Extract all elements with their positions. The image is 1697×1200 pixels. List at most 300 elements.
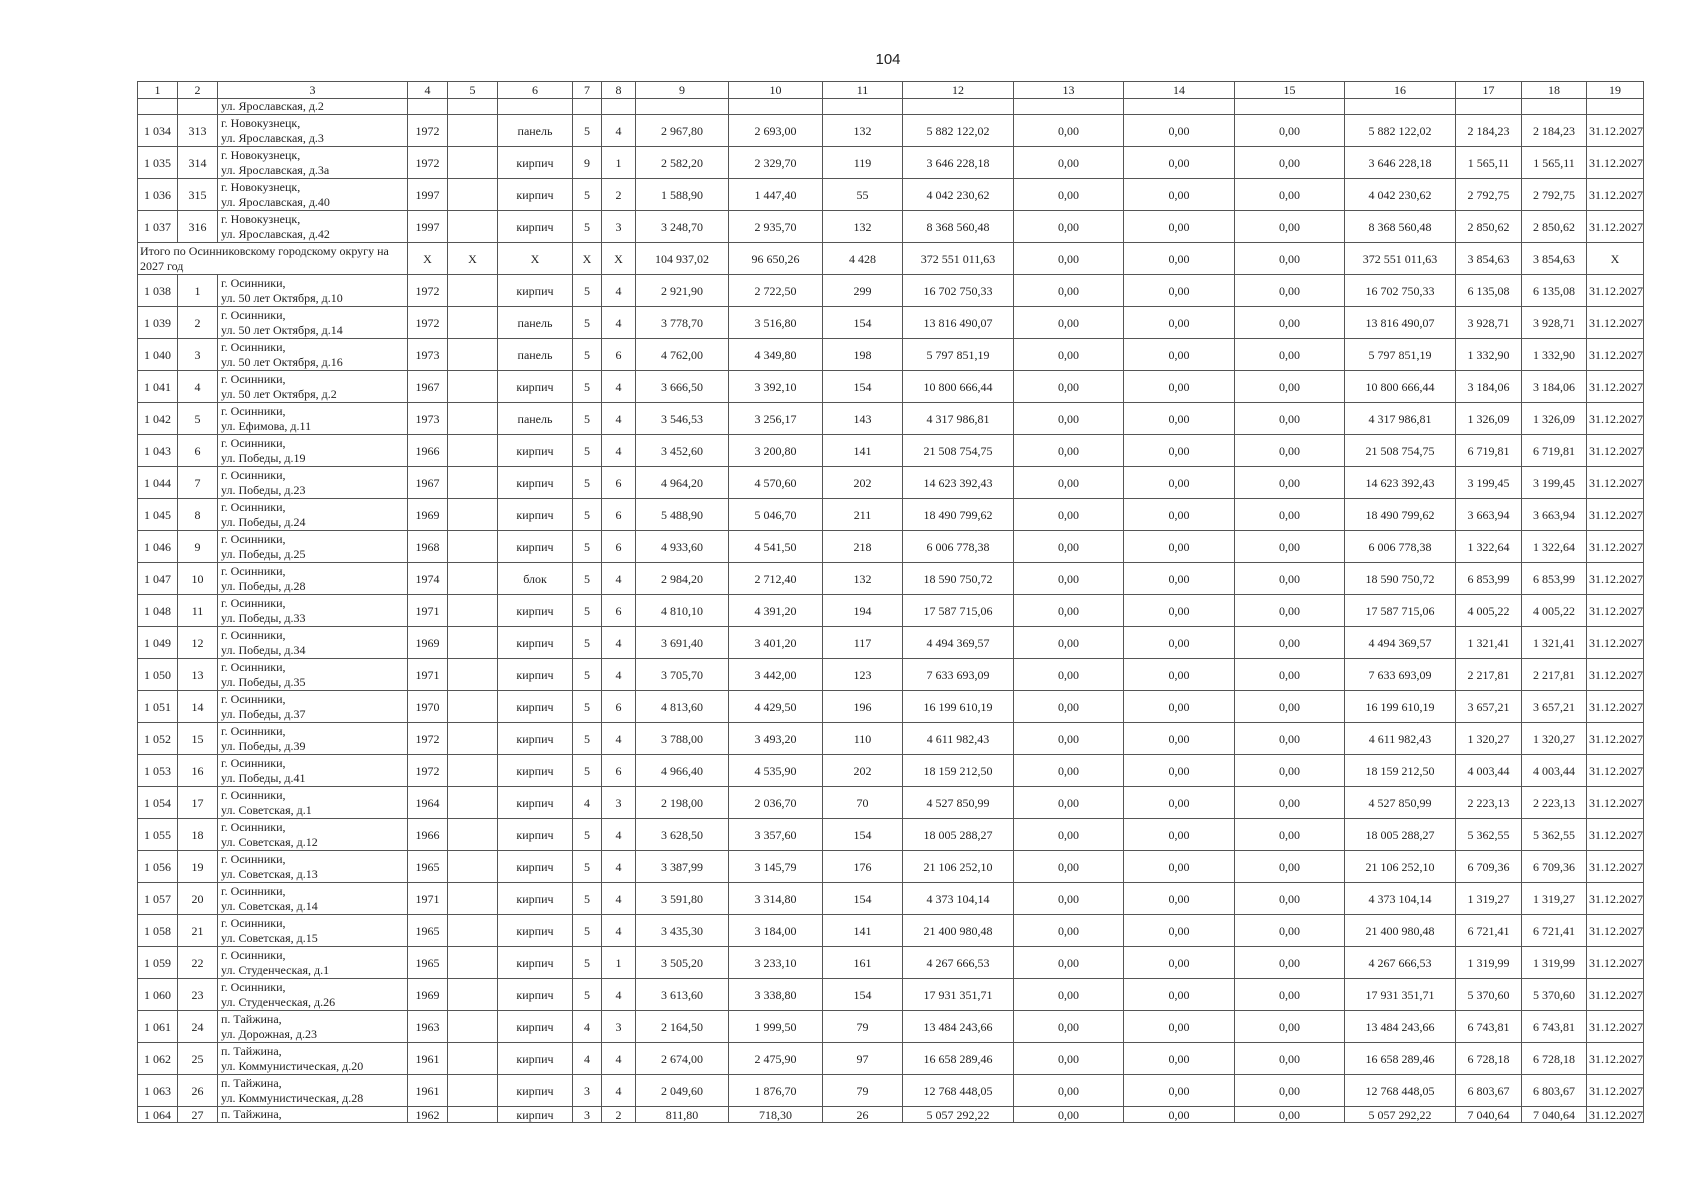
cell-col-9: 3 591,80	[636, 883, 729, 915]
cell-col-19: 31.12.2027	[1587, 339, 1644, 371]
cell-col-16: 14 623 392,43	[1345, 467, 1456, 499]
cell-col-11: 154	[823, 307, 903, 339]
cell-col-14: 0,00	[1124, 723, 1235, 755]
column-number: 4	[408, 82, 448, 99]
cell-col-10: 3 357,60	[729, 819, 823, 851]
address-street: ул. Победы, д.37	[221, 706, 306, 721]
cell-col-13: 0,00	[1014, 787, 1124, 819]
cell-col-1: 1 035	[138, 147, 178, 179]
cell-col-10: 3 314,80	[729, 883, 823, 915]
cell-col-14: 0,00	[1124, 467, 1235, 499]
table-row	[138, 851, 1644, 883]
cell-col-16: 10 800 666,44	[1345, 371, 1456, 403]
address-street: ул. Победы, д.34	[221, 642, 306, 657]
cell-col-15: 0,00	[1235, 787, 1345, 819]
cell-col-2: 7	[178, 467, 218, 499]
total-cell-col-15: 0,00	[1235, 243, 1345, 275]
cell-col-10: 4 391,20	[729, 595, 823, 627]
cell-col-16: 21 508 754,75	[1345, 435, 1456, 467]
cell-col-13: 0,00	[1014, 339, 1124, 371]
cell-col-14: 0,00	[1124, 947, 1235, 979]
cell-col-1: 1 051	[138, 691, 178, 723]
cell-col-19: 31.12.2027	[1587, 467, 1644, 499]
cell-col-15: 0,00	[1235, 563, 1345, 595]
cell-col-7: 5	[573, 435, 602, 467]
cell-col-13: 0,00	[1014, 979, 1124, 1011]
cell-col-1: 1 062	[138, 1043, 178, 1075]
cell-col-6: кирпич	[498, 595, 573, 627]
cell-col-6: кирпич	[498, 371, 573, 403]
cell-col-8: 4	[602, 819, 636, 851]
cell-col-16: 18 159 212,50	[1345, 755, 1456, 787]
address-locality: г. Осинники,	[221, 307, 286, 322]
cell-col-8: 6	[602, 339, 636, 371]
address-cell	[218, 595, 408, 627]
cell-col-8: 4	[602, 851, 636, 883]
table-row	[138, 403, 1644, 435]
address-locality: п. Тайжина,	[221, 1011, 282, 1026]
cell-col-6: кирпич	[498, 691, 573, 723]
cell-col-15: 0,00	[1235, 883, 1345, 915]
cell-col-12: 21 400 980,48	[903, 915, 1014, 947]
cell-col-17: 1 319,99	[1456, 947, 1522, 979]
address-street: ул. Советская, д.1	[221, 802, 312, 817]
cell-col-9: 2 967,80	[636, 115, 729, 147]
housing-program-table	[137, 81, 1644, 1123]
cell-col-7: 5	[573, 307, 602, 339]
cell-col-4: 1967	[408, 371, 448, 403]
address-street: ул. Коммунистическая, д.20	[221, 1058, 364, 1073]
cell-col-19: 31.12.2027	[1587, 883, 1644, 915]
cell-col-1: 1 038	[138, 275, 178, 307]
cell-col-15: 0,00	[1235, 1011, 1345, 1043]
column-number: 17	[1456, 82, 1522, 99]
cell-col-13: 0,00	[1014, 403, 1124, 435]
cell-col-9: 4 810,10	[636, 595, 729, 627]
address-cell	[218, 339, 408, 371]
cell-col-11: 154	[823, 883, 903, 915]
cell-col-8: 4	[602, 1075, 636, 1107]
cell-col-11: 132	[823, 115, 903, 147]
cell-col-6: кирпич	[498, 1011, 573, 1043]
cell-col-1: 1 057	[138, 883, 178, 915]
address-street: ул. 50 лет Октября, д.10	[221, 290, 343, 305]
cell-col-13: 0,00	[1014, 563, 1124, 595]
address-cell	[218, 627, 408, 659]
cell-col-13: 0,00	[1014, 595, 1124, 627]
cell-col-9: 2 984,20	[636, 563, 729, 595]
cell-col-9: 5 488,90	[636, 499, 729, 531]
cell-col-8: 6	[602, 691, 636, 723]
address-cell	[218, 819, 408, 851]
cell-col-1: 1 042	[138, 403, 178, 435]
address-cell	[218, 531, 408, 563]
cell-col-1: 1 046	[138, 531, 178, 563]
cell-col-17: 6 803,67	[1456, 1075, 1522, 1107]
empty-cell	[1456, 99, 1522, 115]
cell-col-4: 1965	[408, 915, 448, 947]
cell-col-7: 4	[573, 1043, 602, 1075]
cell-col-19: 31.12.2027	[1587, 1107, 1644, 1123]
cell-col-6: кирпич	[498, 211, 573, 243]
cell-col-13: 0,00	[1014, 179, 1124, 211]
cell-col-2: 315	[178, 179, 218, 211]
cell-col-7: 5	[573, 339, 602, 371]
cell-col-1: 1 064	[138, 1107, 178, 1123]
cell-col-16: 8 368 560,48	[1345, 211, 1456, 243]
cell-col-8: 4	[602, 403, 636, 435]
cell-col-6: кирпич	[498, 851, 573, 883]
column-number: 18	[1522, 82, 1587, 99]
table-row	[138, 787, 1644, 819]
address-cell: п. Тайжина,	[218, 1107, 408, 1123]
cell-col-15: 0,00	[1235, 659, 1345, 691]
cell-col-7: 5	[573, 691, 602, 723]
empty-cell	[138, 99, 178, 115]
empty-cell	[1345, 99, 1456, 115]
cell-col-6: кирпич	[498, 275, 573, 307]
cell-col-7: 5	[573, 275, 602, 307]
address-cell	[218, 659, 408, 691]
cell-col-12: 14 623 392,43	[903, 467, 1014, 499]
cell-col-17: 3 657,21	[1456, 691, 1522, 723]
cell-col-17: 3 928,71	[1456, 307, 1522, 339]
address-street: ул. Советская, д.14	[221, 898, 318, 913]
address-cell	[218, 179, 408, 211]
cell-col-7: 5	[573, 403, 602, 435]
cell-col-13: 0,00	[1014, 1075, 1124, 1107]
cell-col-5	[448, 691, 498, 723]
cell-col-14: 0,00	[1124, 883, 1235, 915]
cell-col-2: 6	[178, 435, 218, 467]
cell-col-19: 31.12.2027	[1587, 915, 1644, 947]
continuation-row	[138, 99, 1644, 115]
empty-cell	[1235, 99, 1345, 115]
cell-col-1: 1 048	[138, 595, 178, 627]
address-locality: г. Осинники,	[221, 947, 286, 962]
address-locality: г. Осинники,	[221, 467, 286, 482]
cell-col-12: 13 484 243,66	[903, 1011, 1014, 1043]
cell-col-8: 4	[602, 371, 636, 403]
cell-col-5	[448, 755, 498, 787]
cell-col-9: 3 435,30	[636, 915, 729, 947]
cell-col-12: 16 702 750,33	[903, 275, 1014, 307]
address-street: ул. Победы, д.39	[221, 738, 306, 753]
cell-col-5	[448, 179, 498, 211]
cell-col-11: 141	[823, 435, 903, 467]
cell-col-2: 1	[178, 275, 218, 307]
cell-col-2: 8	[178, 499, 218, 531]
column-number: 1	[138, 82, 178, 99]
cell-col-17: 6 135,08	[1456, 275, 1522, 307]
cell-col-17: 4 003,44	[1456, 755, 1522, 787]
cell-col-4: 1971	[408, 595, 448, 627]
address-cell	[218, 467, 408, 499]
cell-col-12: 21 106 252,10	[903, 851, 1014, 883]
cell-col-4: 1961	[408, 1043, 448, 1075]
cell-col-13: 0,00	[1014, 691, 1124, 723]
cell-col-11: 154	[823, 819, 903, 851]
cell-col-8: 4	[602, 435, 636, 467]
cell-col-19: 31.12.2027	[1587, 211, 1644, 243]
cell-col-14: 0,00	[1124, 1075, 1235, 1107]
cell-col-8: 6	[602, 595, 636, 627]
address-street: ул. Ярославская, д.42	[221, 226, 330, 241]
address-cell	[218, 1075, 408, 1107]
cell-col-8: 3	[602, 787, 636, 819]
cell-col-10: 2 329,70	[729, 147, 823, 179]
address-cell	[218, 403, 408, 435]
empty-cell	[1124, 99, 1235, 115]
cell-col-14: 0,00	[1124, 563, 1235, 595]
total-cell-col-16: 372 551 011,63	[1345, 243, 1456, 275]
cell-col-2: 25	[178, 1043, 218, 1075]
cell-col-13: 0,00	[1014, 659, 1124, 691]
cell-col-7: 5	[573, 883, 602, 915]
cell-col-15: 0,00	[1235, 403, 1345, 435]
cell-col-6: кирпич	[498, 755, 573, 787]
table-body	[138, 82, 1644, 1123]
cell-col-11: 196	[823, 691, 903, 723]
column-number: 16	[1345, 82, 1456, 99]
address-cell	[218, 1043, 408, 1075]
cell-col-11: 202	[823, 755, 903, 787]
cell-col-7: 5	[573, 115, 602, 147]
cell-col-12: 3 646 228,18	[903, 147, 1014, 179]
cell-col-13: 0,00	[1014, 531, 1124, 563]
cell-col-4: 1973	[408, 403, 448, 435]
cell-col-2: 2	[178, 307, 218, 339]
cell-col-7: 4	[573, 787, 602, 819]
cell-col-17: 6 721,41	[1456, 915, 1522, 947]
cell-col-10: 3 233,10	[729, 947, 823, 979]
cell-col-1: 1 041	[138, 371, 178, 403]
cell-col-14: 0,00	[1124, 531, 1235, 563]
cell-col-4: 1970	[408, 691, 448, 723]
cell-col-9: 3 705,70	[636, 659, 729, 691]
page-number: 104	[875, 51, 901, 68]
cell-col-16: 16 658 289,46	[1345, 1043, 1456, 1075]
cell-col-17: 3 199,45	[1456, 467, 1522, 499]
cell-col-6: кирпич	[498, 179, 573, 211]
cell-col-18: 2 792,75	[1522, 179, 1587, 211]
cell-col-18: 7 040,64	[1522, 1107, 1587, 1123]
empty-cell	[498, 99, 573, 115]
cell-col-12: 12 768 448,05	[903, 1075, 1014, 1107]
cell-col-11: 218	[823, 531, 903, 563]
address-cell	[218, 1011, 408, 1043]
cell-col-15: 0,00	[1235, 211, 1345, 243]
cell-col-8: 1	[602, 147, 636, 179]
cell-col-4: 1966	[408, 435, 448, 467]
cell-col-18: 5 370,60	[1522, 979, 1587, 1011]
cell-col-15: 0,00	[1235, 371, 1345, 403]
cell-col-12: 17 587 715,06	[903, 595, 1014, 627]
table-row	[138, 499, 1644, 531]
cell-col-4: 1971	[408, 659, 448, 691]
cell-col-5	[448, 595, 498, 627]
cell-col-16: 4 042 230,62	[1345, 179, 1456, 211]
cell-col-12: 18 159 212,50	[903, 755, 1014, 787]
cell-col-2: 22	[178, 947, 218, 979]
cell-col-17: 2 223,13	[1456, 787, 1522, 819]
cell-col-13: 0,00	[1014, 435, 1124, 467]
cell-col-10: 3 493,20	[729, 723, 823, 755]
cell-col-13: 0,00	[1014, 851, 1124, 883]
address-locality: г. Осинники,	[221, 595, 286, 610]
cell-col-8: 4	[602, 627, 636, 659]
cell-col-1: 1 058	[138, 915, 178, 947]
cell-col-16: 12 768 448,05	[1345, 1075, 1456, 1107]
cell-col-14: 0,00	[1124, 979, 1235, 1011]
address-locality: г. Осинники,	[221, 723, 286, 738]
address-locality: г. Осинники,	[221, 691, 286, 706]
cell-col-11: 194	[823, 595, 903, 627]
table-row	[138, 1075, 1644, 1107]
cell-col-10: 3 338,80	[729, 979, 823, 1011]
cell-col-9: 2 674,00	[636, 1043, 729, 1075]
column-number: 7	[573, 82, 602, 99]
cell-col-6: кирпич	[498, 883, 573, 915]
cell-col-18: 6 709,36	[1522, 851, 1587, 883]
address-street: ул. Победы, д.23	[221, 482, 306, 497]
cell-col-10: 3 256,17	[729, 403, 823, 435]
cell-col-6: панель	[498, 307, 573, 339]
address-cell	[218, 147, 408, 179]
cell-col-16: 5 057 292,22	[1345, 1107, 1456, 1123]
total-cell-col-4: X	[408, 243, 448, 275]
cell-col-19: 31.12.2027	[1587, 819, 1644, 851]
cell-col-17: 1 326,09	[1456, 403, 1522, 435]
cell-col-18: 6 135,08	[1522, 275, 1587, 307]
cell-col-10: 4 349,80	[729, 339, 823, 371]
cell-col-4: 1972	[408, 147, 448, 179]
cell-col-18: 6 728,18	[1522, 1043, 1587, 1075]
cell-col-12: 4 527 850,99	[903, 787, 1014, 819]
address-cell	[218, 563, 408, 595]
table-row	[138, 147, 1644, 179]
cell-col-6: панель	[498, 115, 573, 147]
cell-col-7: 5	[573, 627, 602, 659]
cell-col-7: 9	[573, 147, 602, 179]
cell-col-14: 0,00	[1124, 1043, 1235, 1075]
column-number: 2	[178, 82, 218, 99]
cell-col-7: 5	[573, 723, 602, 755]
cell-col-15: 0,00	[1235, 179, 1345, 211]
cell-col-7: 5	[573, 595, 602, 627]
cell-col-16: 4 611 982,43	[1345, 723, 1456, 755]
cell-col-11: 198	[823, 339, 903, 371]
column-number: 12	[903, 82, 1014, 99]
address-cell	[218, 691, 408, 723]
cell-col-16: 6 006 778,38	[1345, 531, 1456, 563]
cell-col-2: 14	[178, 691, 218, 723]
cell-col-5	[448, 307, 498, 339]
address-street: ул. Победы, д.33	[221, 610, 306, 625]
cell-col-8: 3	[602, 1011, 636, 1043]
address-street: ул. Советская, д.12	[221, 834, 318, 849]
cell-col-11: 132	[823, 563, 903, 595]
cell-col-5	[448, 723, 498, 755]
cell-col-5	[448, 211, 498, 243]
cell-col-19: 31.12.2027	[1587, 659, 1644, 691]
table-row	[138, 1107, 1644, 1123]
cell-col-5	[448, 1043, 498, 1075]
cell-col-2: 18	[178, 819, 218, 851]
cell-col-12: 5 797 851,19	[903, 339, 1014, 371]
cell-col-19: 31.12.2027	[1587, 307, 1644, 339]
cell-col-17: 3 184,06	[1456, 371, 1522, 403]
empty-cell	[903, 99, 1014, 115]
cell-col-8: 4	[602, 115, 636, 147]
cell-col-13: 0,00	[1014, 755, 1124, 787]
cell-col-18: 2 217,81	[1522, 659, 1587, 691]
cell-col-2: 10	[178, 563, 218, 595]
cell-col-10: 718,30	[729, 1107, 823, 1123]
cell-col-15: 0,00	[1235, 851, 1345, 883]
cell-col-18: 3 657,21	[1522, 691, 1587, 723]
address-street: ул. Ярославская, д.40	[221, 194, 330, 209]
total-label: Итого по Осинниковскому городскому округу на 2027 год	[138, 243, 408, 275]
address-locality: г. Осинники,	[221, 755, 286, 770]
cell-col-9: 3 546,53	[636, 403, 729, 435]
cell-col-1: 1 039	[138, 307, 178, 339]
cell-col-7: 5	[573, 467, 602, 499]
cell-col-19: 31.12.2027	[1587, 563, 1644, 595]
total-cell-col-7: X	[573, 243, 602, 275]
cell-col-18: 1 319,99	[1522, 947, 1587, 979]
cell-col-6: кирпич	[498, 435, 573, 467]
cell-col-6: кирпич	[498, 467, 573, 499]
cell-col-11: 97	[823, 1043, 903, 1075]
cell-col-4: 1997	[408, 211, 448, 243]
cell-col-7: 5	[573, 915, 602, 947]
cell-col-16: 21 400 980,48	[1345, 915, 1456, 947]
cell-col-14: 0,00	[1124, 403, 1235, 435]
cell-col-7: 5	[573, 819, 602, 851]
cell-col-15: 0,00	[1235, 467, 1345, 499]
cell-col-6: кирпич	[498, 915, 573, 947]
cell-col-2: 313	[178, 115, 218, 147]
cell-col-13: 0,00	[1014, 147, 1124, 179]
address-street: ул. Победы, д.41	[221, 770, 306, 785]
table-row	[138, 371, 1644, 403]
empty-cell	[823, 99, 903, 115]
cell-col-6: кирпич	[498, 499, 573, 531]
table-row	[138, 467, 1644, 499]
address-cell	[218, 851, 408, 883]
address-locality: г. Осинники,	[221, 435, 286, 450]
table-row	[138, 691, 1644, 723]
cell-col-1: 1 036	[138, 179, 178, 211]
address-cell	[218, 307, 408, 339]
cell-col-6: кирпич	[498, 659, 573, 691]
cell-col-17: 4 005,22	[1456, 595, 1522, 627]
cell-col-11: 110	[823, 723, 903, 755]
cell-col-5	[448, 563, 498, 595]
table-row	[138, 723, 1644, 755]
address-cell	[218, 915, 408, 947]
cell-col-7: 5	[573, 499, 602, 531]
cell-col-17: 1 332,90	[1456, 339, 1522, 371]
cell-col-9: 3 613,60	[636, 979, 729, 1011]
cell-col-1: 1 061	[138, 1011, 178, 1043]
cell-col-12: 16 658 289,46	[903, 1043, 1014, 1075]
cell-col-17: 2 184,23	[1456, 115, 1522, 147]
cell-col-14: 0,00	[1124, 211, 1235, 243]
cell-col-17: 7 040,64	[1456, 1107, 1522, 1123]
cell-col-13: 0,00	[1014, 307, 1124, 339]
